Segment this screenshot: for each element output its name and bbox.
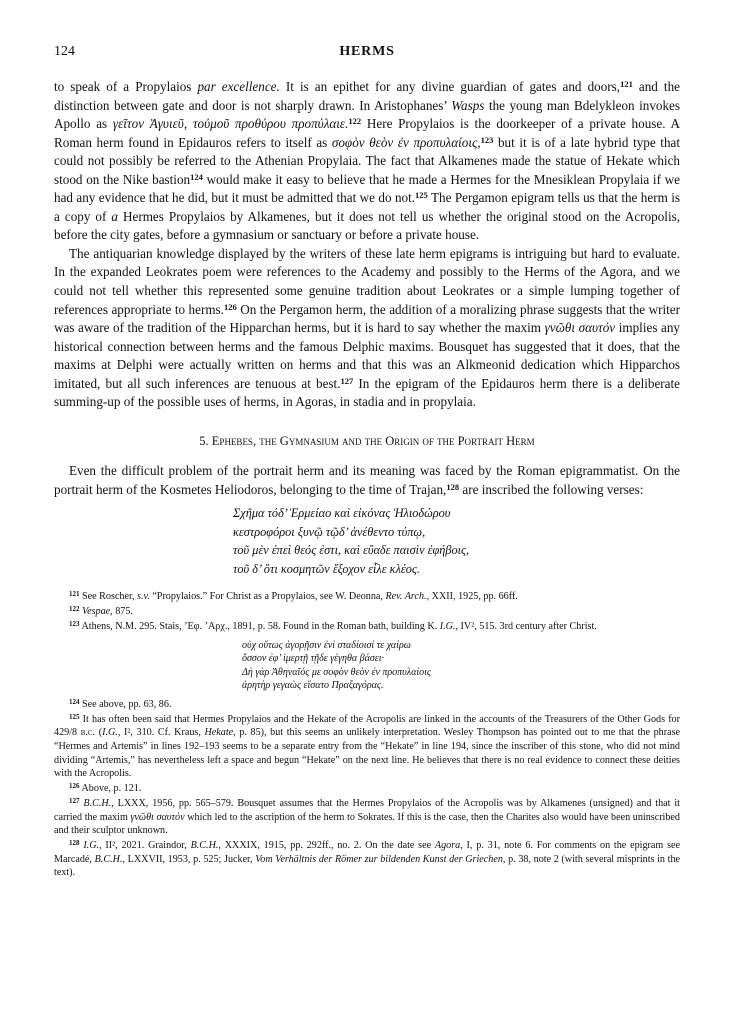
footnote-ref-127: 127 xyxy=(340,375,354,386)
page-number: 124 xyxy=(54,44,75,59)
verse-line: τοῦ δ’ ὅτι κοσμητῶν ἔξοχον εἶλε κλέος. xyxy=(233,561,420,576)
section-heading: 5. Ephebes, the Gymnasium and the Origin of the Portrait Herm xyxy=(199,433,535,448)
footnote-ref-123: 123 xyxy=(480,134,494,145)
footnote-123: $^{123}$ Athens, N.M. 295. Stais, ’Εφ. ’Αρχ., 1891, p. 58. Found in the Roman bath, building K. I.G., IV², 515. 3rd century after Christ. xyxy=(69,619,597,632)
footnote-ref-125: 125 xyxy=(415,190,428,201)
verse-line: ἀρητὴρ γεγαὼς εἵσατο Πραξαγόρας. xyxy=(242,680,384,692)
footnote-125: $^{125}$ It has often been said that Hermes Propylaios and the Hekate of the Acropolis are linked in the accounts of the Treasurers of the Other Gods for 429/8 b.c. (I.G., I², 310. Cf. Kraus, Hekate, p. 85), but this seems an unlikely interpretation. Wesley Thompson has pointed out to me that the phrase “Hermes and Artemis” in lines 192–193 seems to be a separate entry from the “Hekate” in line 194, since the inscriber of this stone, who did not mind dividing “Artemis,” has nevertheless left a space and begun “Hekate” on the next line. He believes that there is no real evidence to connect these deities with the Acropolis. xyxy=(54,712,681,780)
footnote-122: $^{122}$ Vespae, 875. xyxy=(69,605,133,618)
verse-line: κεστροφόροι ξυνῷ τῷδ’ ἀνέθεντο τύπῳ, xyxy=(233,524,426,539)
footnote-124: $^{124}$ See above, pp. 63, 86. xyxy=(69,697,172,710)
verse-line: τοῦ μὲν ἐπεὶ θεός ἐστι, καὶ εὔαδε παισὶν ἐφήβοις, xyxy=(233,543,470,558)
greek-quote: σοφὸν θεὸν ἐν προπυλαίοις, xyxy=(331,134,481,150)
paragraph-3: Even the difficult problem of the portrait herm and its meaning was faced by the Roman epigrammatist. On the portrait herm of the Kosmetes Heliodoros, belonging to the time of Trajan,$^{128}$ are inscribed the following verses: xyxy=(54,463,680,497)
paragraph-1: to speak of a Propylaios par excellence. It is an epithet for any divine guardian of gates and doors,$^{121}$ and the distinction between gate and door is not sharply drawn. In Aristophanes’ Wasps the young man Bdelykleon invokes Apollo as γεῖτον Ἀγυιεῦ, τοὐμοῦ προθύρου προπύλαιε.$^{122}$ Here Propylaios is the doorkeeper of a private house. A Roman herm found in Epidauros refers to itself as σοφὸν θεὸν ἐν προπυλαίοις,$^{123}$ but it is of a late hybrid type that could not possibly be referred to the Athenian Propylaia. The fact that Alkamenes made the statue of Hekate which stood on the Nike bastion$^{124}$ would make it easy to believe that he made a Hermes for the Mnesiklean Propylaia if we had any evidence that he did, but it must be admitted that we do not.$^{125}$ The Pergamon epigram tells us that the herm is a copy of a Hermes Propylaios by Alkamenes, but it does not tell us whether the original stood on the Acropolis, before the city gates, before a gymnasium or sanctuary or before a private house. xyxy=(54,79,680,243)
paragraph-2: The antiquarian knowledge displayed by the writers of these late herm epigrams is intriguing but hard to evaluate. In the expanded Leokrates poem were references to the Academy and possibly to the Herms of the Agora, and we could not tell whether this represented some genuine tradition about Leokrates or a simple lumping together of references appropriate to herms.$^{126}$ On the Pergamon herm, the addition of a moralizing phrase suggests that the writer was aware of the tradition of the Hipparchan herms, but it is hard to say whether the maxim γνῶθι σαυτόν implies any historical connection between herms and the famous Delphic maxims. Bousquet has suggested that it does, that the maxims at Delphi were actually written on herms and that this was an Alkmeonid dedication which Hipparchos imitated, but all such inferences are tenuous at best.$^{127}$ In the epigram of the Epidauros herm there is a deliberate summing-up of the possible uses of herms, in Agoras, in stadia and in propylaia. xyxy=(54,245,681,410)
running-title: HERMS xyxy=(339,44,395,59)
running-header xyxy=(54,44,680,66)
footnote-ref-126: 126 xyxy=(223,301,237,312)
footnote-123-verse xyxy=(242,639,680,693)
footnote-ref-124: 124 xyxy=(190,171,203,182)
footnote-ref-122: 122 xyxy=(348,116,362,127)
footnote-127: $^{127}$ B.C.H., LXXX, 1956, pp. 565–579. Bousquet assumes that the Hermes Propylaios of the Acropolis was by Alkamenes (unsigned) and that it carried the maxim γνῶθι σαυτόν which led to the ascription of the herm to Sokrates. If this is the case, then the Charites also would have been uninscribed and their sculptor unknown. xyxy=(54,796,680,837)
verse-line: ὅσσον ἐφ’ ἱμερτῇ τῇδε γέγηθα βάσει· xyxy=(242,653,385,665)
footnotes xyxy=(54,590,680,880)
footnote-ref-121: 121 xyxy=(620,79,633,89)
footnote-ref-128: 128 xyxy=(446,481,460,492)
verse-line: Δὴ γὰρ Ἀθηναῖός με σοφὸν θεὸν ἐν προπυλαίοις xyxy=(242,666,431,678)
main-text xyxy=(54,78,680,578)
book-page xyxy=(54,44,680,880)
footnote-128: $^{128}$ I.G., II², 2021. Graindor, B.C.H., XXXIX, 1915, pp. 292ff., no. 2. On the date see Agora, I, p. 31, note 6. For comments on the epigram see Marcadé, B.C.H., LXXVII, 1953, p. 525; Jucker, Vom Verhältnis der Römer zur bildenden Kunst der Griechen, p. 38, note 2 (with several misprints in the text). xyxy=(54,839,681,879)
greek-epigram xyxy=(233,504,680,578)
footnote-126: $^{126}$ Above, p. 121. xyxy=(69,782,142,795)
greek-quote: γεῖτον Ἀγυιεῦ, τοὐμοῦ προθύρου προπύλαιε. xyxy=(112,116,349,132)
verse-line: Σχῆμα τόδ’ Ἑρμείαο καὶ εἰκόνας Ἡλιοδώρου xyxy=(233,506,451,521)
footnote-121: $^{121}$ See Roscher, s.v. “Propylaios.” For Christ as a Propylaios, see W. Deonna, Rev. Arch., XXII, 1925, pp. 66ff. xyxy=(69,590,518,603)
greek-quote: γνῶθι σαυτόν xyxy=(544,320,616,336)
verse-line: οὐχ οὕτως ἀγορῇσιν ἐνὶ σταδίοισί τε χαίρω xyxy=(242,639,411,651)
